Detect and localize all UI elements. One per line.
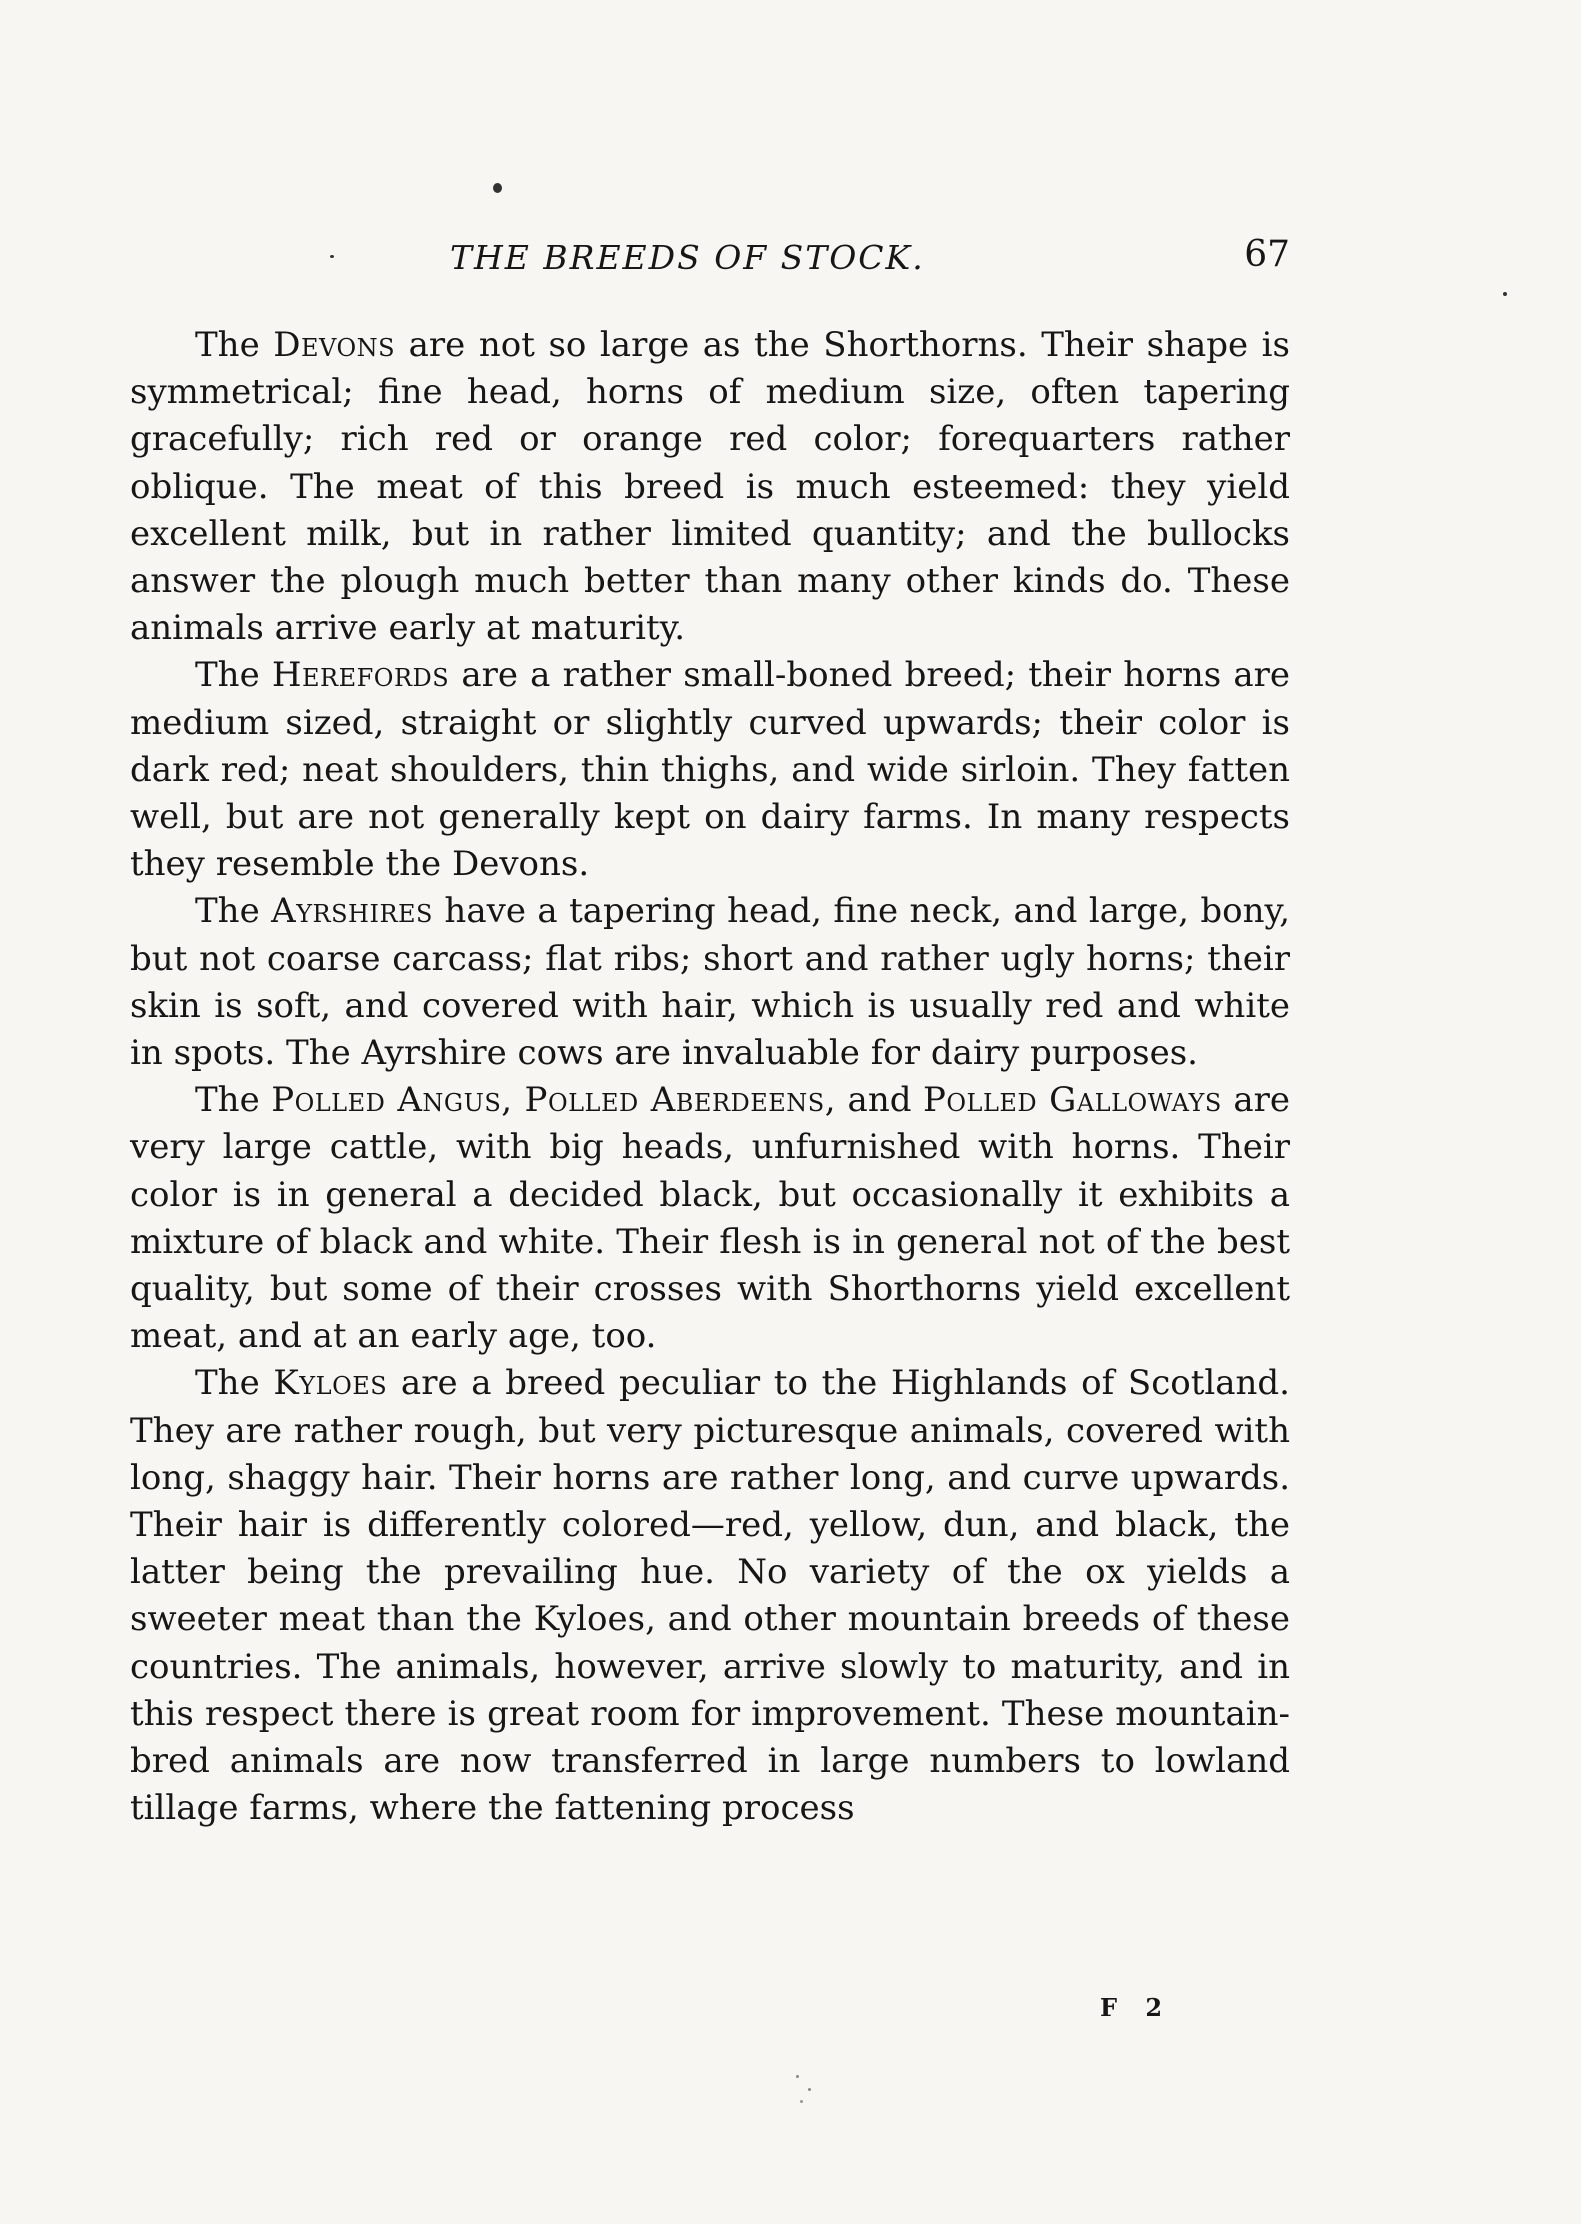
paragraph-text: are a breed peculiar to the Highlands of Scotland. They are rather rough, but very picturesque animals, covered with long, shaggy hair. Their horns are rather long, and curve upwards. Their hair is differently colored—red, yellow, dun, and black, the latter being the prevailing hue. No variety of the ox yields a sweeter meat than the Kyloes, and other mountain breeds of these countries. The animals, however, arrive slowly to maturity, and in this respect there is great room for improvement. These mountain-bred animals are now transferred in large numbers to lowland tillage farms, where the fattening process [130, 1363, 1290, 1829]
signature-mark: F 2 [1100, 1993, 1173, 2022]
running-title: THE BREEDS OF STOCK. [450, 238, 925, 277]
ink-speck [808, 2088, 811, 2091]
ink-speck [1503, 292, 1507, 296]
paragraph-kyloes [130, 1360, 1290, 1832]
paragraph-herefords [130, 652, 1290, 888]
paragraph-text: are not so large as the Shorthorns. Their shape is symmetrical; fine head, horns of medium size, often tapering gracefully; rich red or orange red color; forequarters rather oblique. The meat of this breed is much esteemed: they yield excellent milk, but in rather limited quantity; and the bullocks answer the plough much better than many other kinds do. These animals arrive early at maturity. [130, 325, 1290, 649]
breed-name: Polled Angus, Polled Aberdeens, [271, 1080, 837, 1121]
ink-speck [796, 2075, 799, 2078]
paragraph-text: have a tapering head, fine neck, and large, bony, but not coarse carcass; flat ribs; short and rather ugly horns; their skin is soft, and covered with hair, which is usually red and white in spots. The Ayrshire cows are invaluable for dairy purposes. [130, 891, 1290, 1074]
ink-speck [493, 183, 502, 193]
breed-name: Devons [273, 325, 396, 365]
running-header [130, 234, 1290, 288]
paragraph-polled-breeds [130, 1077, 1290, 1360]
page-number: 67 [1244, 234, 1290, 275]
article: The [195, 1363, 274, 1404]
breed-name-secondary: Polled Galloways [922, 1080, 1222, 1121]
paragraph-ayrshires [130, 888, 1290, 1077]
paragraph-text: are very large cattle, with big heads, unfurnished with horns. Their color is in general a decided black, but occasionally it exhibits a mixture of black and white. Their flesh is in general not of the best quality, but some of their crosses with Shorthorns yield excellent meat, and at an early age, too. [130, 1080, 1290, 1357]
body-text [130, 322, 1290, 1833]
connector-text: and [836, 1080, 923, 1121]
article: The [195, 655, 272, 696]
paragraph-text: are a rather small-boned breed; their horns are medium sized, straight or slightly curved upwards; their color is dark red; neat shoulders, thin thighs, and wide sirloin. They fatten well, but are not generally kept on dairy farms. In many respects they resemble the Devons. [130, 655, 1290, 885]
breed-name: Ayrshires [271, 891, 433, 932]
article: The [195, 325, 274, 365]
paragraph-devons [130, 322, 1290, 652]
breed-name: Kyloes [273, 1363, 388, 1404]
ink-speck [800, 2100, 803, 2103]
article: The [195, 891, 272, 932]
breed-name: Herefords [271, 655, 450, 696]
article: The [195, 1080, 272, 1121]
